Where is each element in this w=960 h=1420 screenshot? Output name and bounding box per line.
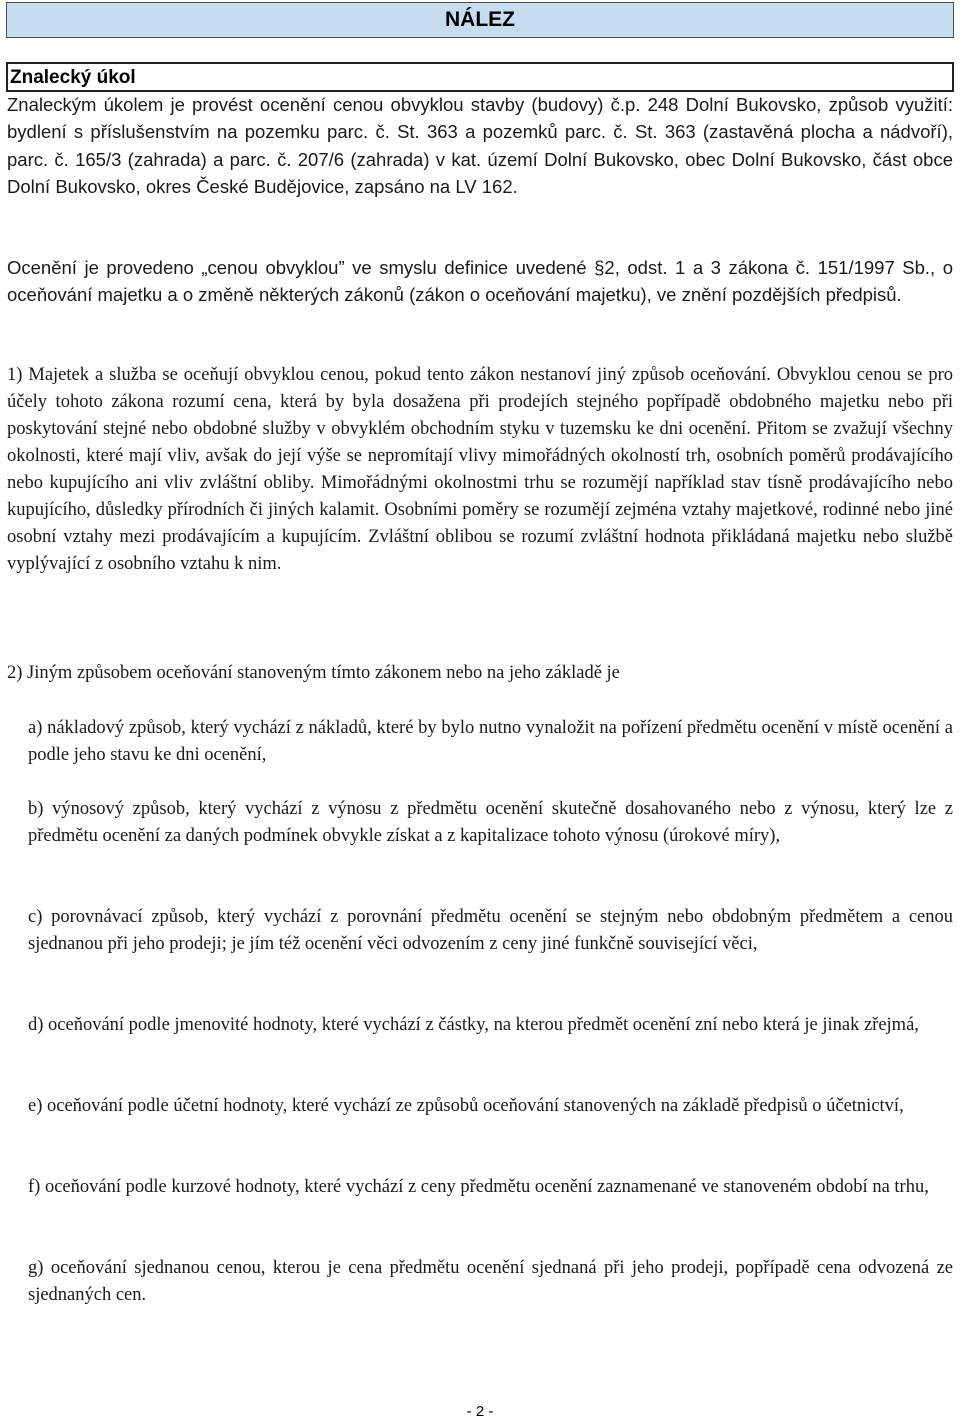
list-item-d: d) oceňování podle jmenovité hodnoty, které vychází z částky, na kterou předmět ocenění zní nebo která je jinak zřejmá, — [28, 1015, 919, 1035]
list-item-f: f) oceňování podle kurzové hodnoty, které vychází z ceny předmětu ocenění zaznamenané ve stanoveném období na trhu, — [28, 1177, 929, 1197]
section-heading-box — [6, 62, 954, 92]
list-item-b: b) výnosový způsob, který vychází z výnosu z předmětu ocenění skutečně dosahovaného nebo z výnosu, který lze z předmětu ocenění za daných podmínek obvykle získat a z kapitalizace tohoto výnosu (úrokové míry), — [28, 799, 953, 846]
title-banner — [6, 2, 954, 38]
list-item-g: g) oceňování sjednanou cenou, kterou je cena předmětu ocenění sjednaná při jeho prodeji, popřípadě cena odvozená ze sjednaných cen. — [28, 1258, 953, 1305]
law-paragraph-2: 2) Jiným způsobem oceňování stanoveným tímto zákonem nebo na jeho základě je — [7, 663, 620, 683]
list-item-c: c) porovnávací způsob, který vychází z porovnání předmětu ocenění se stejným nebo obdobným předmětem a cenou sjednanou při jeho prodeji; je jím též ocenění věci odvozením z ceny jiné funkčně související věci, — [28, 907, 953, 954]
document-title: NÁLEZ — [445, 8, 515, 31]
valuation-paragraph: Ocenění je provedeno „cenou obvyklou” ve smyslu definice uvedené §2, odst. 1 a 3 zákona č. 151/1997 Sb., o oceňování majetku a o změně některých zákonů (zákon o oceňování majetku), ve znění pozdějších předpisů. — [7, 257, 953, 306]
list-item-a: a) nákladový způsob, který vychází z nákladů, které by bylo nutno vynaložit na pořízení předmětu ocenění v místě ocenění a podle jeho stavu ke dni ocenění, — [28, 718, 953, 765]
list-item-e: e) oceňování podle účetní hodnoty, které vychází ze způsobů oceňování stanovených na základě předpisů o účetnictví, — [28, 1096, 904, 1116]
page-number: - 2 - — [466, 1403, 494, 1420]
law-paragraph-1: 1) Majetek a služba se oceňují obvyklou cenou, pokud tento zákon nestanoví jiný způsob oceňování. Obvyklou cenou se pro účely tohoto zákona rozumí cena, která by byla dosažena při prodejích stejného popřípadě obdobného majetku nebo při poskytování stejné nebo obdobné služby v obvyklém obchodním styku v tuzemsku ke dni ocenění. Přitom se zvažují všechny okolnosti, které mají vliv, avšak do její výše se nepromítají vlivy mimořádných okolností trh, osobních poměrů prodávajícího nebo kupujícího ani vliv zvláštní obliby. Mimořádnými okolnostmi trhu se rozumějí například stav tísně prodávajícího nebo kupujícího, důsledky přírodních či jiných kalamit. Osobními poměry se rozumějí zejména vztahy majetkové, rodinné nebo jiné osobní vztahy mezi prodávajícím a kupujícím. Zvláštní oblibou se rozumí zvláštní hodnota přikládaná majetku nebo službě vyplývající z osobního vztahu k nim. — [7, 365, 953, 574]
task-paragraph: Znaleckým úkolem je provést ocenění cenou obvyklou stavby (budovy) č.p. 248 Dolní Bukovsko, způsob využití: bydlení s příslušenstvím na pozemku parc. č. St. 363 a pozemků parc. č. St. 363 (zastavěná plocha a nádvoří), parc. č. 165/3 (zahrada) a parc. č. 207/6 (zahrada) v kat. území Dolní Bukovsko, obec Dolní Bukovsko, část obce Dolní Bukovsko, okres České Budějovice, zapsáno na LV 162. — [7, 94, 953, 198]
section-heading: Znalecký úkol — [10, 67, 136, 88]
